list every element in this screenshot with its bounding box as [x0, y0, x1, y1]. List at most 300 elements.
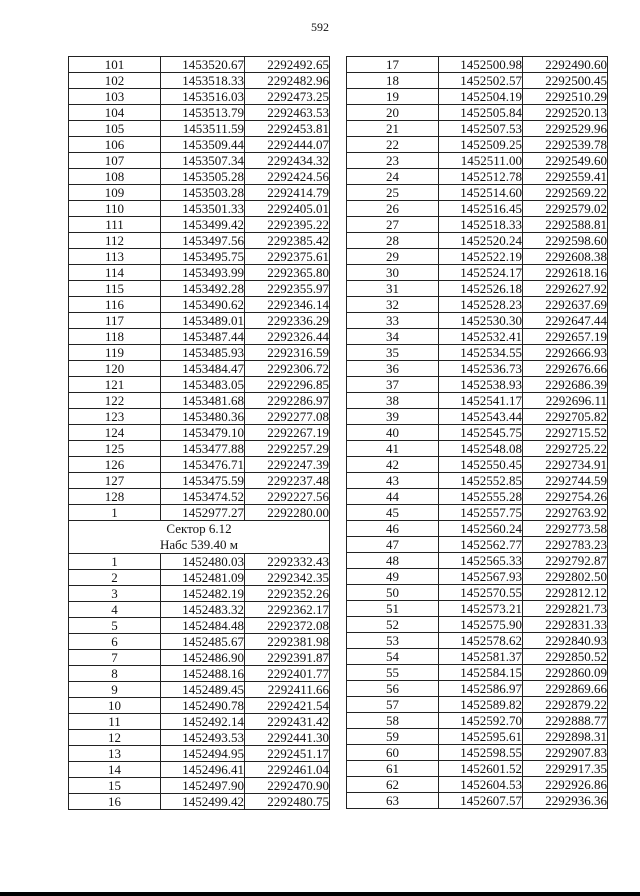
point-number-cell: 13: [69, 746, 161, 762]
table-row: [69, 345, 330, 361]
point-number-cell: 32: [347, 297, 439, 313]
x-coordinate-cell: 1453513.79: [161, 105, 245, 121]
y-coordinate-cell: 2292879.22: [523, 697, 608, 713]
table-row: [69, 425, 330, 441]
table-row: [69, 201, 330, 217]
x-coordinate-cell: 1452516.45: [439, 201, 523, 217]
x-coordinate-cell: 1453479.10: [161, 425, 245, 441]
y-coordinate-cell: 2292227.56: [245, 489, 330, 505]
point-number-cell: 53: [347, 633, 439, 649]
y-coordinate-cell: 2292608.38: [523, 249, 608, 265]
x-coordinate-cell: 1452586.97: [439, 681, 523, 697]
table-row: [347, 489, 608, 505]
point-number-cell: 42: [347, 457, 439, 473]
table-row: [69, 457, 330, 473]
point-number-cell: 16: [69, 794, 161, 810]
point-number-cell: 54: [347, 649, 439, 665]
table-row: [347, 585, 608, 601]
x-coordinate-cell: 1452604.53: [439, 777, 523, 793]
point-number-cell: 109: [69, 185, 161, 201]
point-number-cell: 43: [347, 473, 439, 489]
y-coordinate-cell: 2292529.96: [523, 121, 608, 137]
y-coordinate-cell: 2292850.52: [523, 649, 608, 665]
x-coordinate-cell: 1453503.28: [161, 185, 245, 201]
table-row: [347, 601, 608, 617]
table-row: [69, 570, 330, 586]
x-coordinate-cell: 1453484.47: [161, 361, 245, 377]
point-number-cell: 11: [69, 714, 161, 730]
y-coordinate-cell: 2292267.19: [245, 425, 330, 441]
x-coordinate-cell: 1452484.48: [161, 618, 245, 634]
table-row: [69, 634, 330, 650]
x-coordinate-cell: 1452541.17: [439, 393, 523, 409]
point-number-cell: 47: [347, 537, 439, 553]
table-row: [347, 185, 608, 201]
table-row: [347, 505, 608, 521]
table-row: [347, 121, 608, 137]
table-row: [69, 489, 330, 505]
y-coordinate-cell: 2292869.66: [523, 681, 608, 697]
x-coordinate-cell: 1452584.15: [439, 665, 523, 681]
point-number-cell: 30: [347, 265, 439, 281]
point-number-cell: 19: [347, 89, 439, 105]
y-coordinate-cell: 2292424.56: [245, 169, 330, 185]
point-number-cell: 124: [69, 425, 161, 441]
y-coordinate-cell: 2292431.42: [245, 714, 330, 730]
y-coordinate-cell: 2292657.19: [523, 329, 608, 345]
table-row: [347, 553, 608, 569]
point-number-cell: 44: [347, 489, 439, 505]
point-number-cell: 34: [347, 329, 439, 345]
y-coordinate-cell: 2292342.35: [245, 570, 330, 586]
x-coordinate-cell: 1452536.73: [439, 361, 523, 377]
x-coordinate-cell: 1452543.44: [439, 409, 523, 425]
y-coordinate-cell: 2292451.17: [245, 746, 330, 762]
x-coordinate-cell: 1452589.82: [439, 697, 523, 713]
point-number-cell: 6: [69, 634, 161, 650]
x-coordinate-cell: 1452490.78: [161, 698, 245, 714]
point-number-cell: 18: [347, 73, 439, 89]
table-row: [347, 713, 608, 729]
x-coordinate-cell: 1453497.56: [161, 233, 245, 249]
x-coordinate-cell: 1452532.41: [439, 329, 523, 345]
x-coordinate-cell: 1453511.59: [161, 121, 245, 137]
y-coordinate-cell: 2292280.00: [245, 505, 330, 521]
point-number-cell: 59: [347, 729, 439, 745]
y-coordinate-cell: 2292686.39: [523, 377, 608, 393]
point-number-cell: 37: [347, 377, 439, 393]
x-coordinate-cell: 1453476.71: [161, 457, 245, 473]
table-row: [69, 249, 330, 265]
table-row: [69, 762, 330, 778]
table-row: [347, 265, 608, 281]
point-number-cell: 22: [347, 137, 439, 153]
y-coordinate-cell: 2292482.96: [245, 73, 330, 89]
table-row: [69, 730, 330, 746]
point-number-cell: 58: [347, 713, 439, 729]
y-coordinate-cell: 2292277.08: [245, 409, 330, 425]
x-coordinate-cell: 1453490.62: [161, 297, 245, 313]
point-number-cell: 126: [69, 457, 161, 473]
x-coordinate-cell: 1452530.30: [439, 313, 523, 329]
point-number-cell: 128: [69, 489, 161, 505]
y-coordinate-cell: 2292860.09: [523, 665, 608, 681]
coordinates-table-left: [68, 56, 330, 810]
table-row: [69, 505, 330, 521]
table-row: [347, 201, 608, 217]
point-number-cell: 15: [69, 778, 161, 794]
point-number-cell: 115: [69, 281, 161, 297]
y-coordinate-cell: 2292676.66: [523, 361, 608, 377]
y-coordinate-cell: 2292917.35: [523, 761, 608, 777]
table-row: [69, 169, 330, 185]
table-row: [69, 554, 330, 570]
sector-title: Сектор 6.12: [166, 521, 232, 536]
y-coordinate-cell: 2292647.44: [523, 313, 608, 329]
x-coordinate-cell: 1452570.55: [439, 585, 523, 601]
x-coordinate-cell: 1452581.37: [439, 649, 523, 665]
y-coordinate-cell: 2292453.81: [245, 121, 330, 137]
y-coordinate-cell: 2292480.75: [245, 794, 330, 810]
y-coordinate-cell: 2292696.11: [523, 393, 608, 409]
table-row: [69, 586, 330, 602]
point-number-cell: 105: [69, 121, 161, 137]
x-coordinate-cell: 1453495.75: [161, 249, 245, 265]
y-coordinate-cell: 2292754.26: [523, 489, 608, 505]
x-coordinate-cell: 1453492.28: [161, 281, 245, 297]
table-row: [347, 233, 608, 249]
table-row: [69, 265, 330, 281]
y-coordinate-cell: 2292375.61: [245, 249, 330, 265]
point-number-cell: 46: [347, 521, 439, 537]
point-number-cell: 110: [69, 201, 161, 217]
point-number-cell: 1: [69, 505, 161, 521]
x-coordinate-cell: 1452511.00: [439, 153, 523, 169]
table-row: [347, 377, 608, 393]
y-coordinate-cell: 2292286.97: [245, 393, 330, 409]
x-coordinate-cell: 1452524.17: [439, 265, 523, 281]
table-row: [69, 377, 330, 393]
x-coordinate-cell: 1452545.75: [439, 425, 523, 441]
point-number-cell: 55: [347, 665, 439, 681]
x-coordinate-cell: 1452522.19: [439, 249, 523, 265]
y-coordinate-cell: 2292391.87: [245, 650, 330, 666]
x-coordinate-cell: 1453489.01: [161, 313, 245, 329]
x-coordinate-cell: 1453475.59: [161, 473, 245, 489]
point-number-cell: 123: [69, 409, 161, 425]
table-row: [347, 633, 608, 649]
x-coordinate-cell: 1453516.03: [161, 89, 245, 105]
point-number-cell: 116: [69, 297, 161, 313]
table-row: [69, 698, 330, 714]
y-coordinate-cell: 2292907.83: [523, 745, 608, 761]
y-coordinate-cell: 2292812.12: [523, 585, 608, 601]
x-coordinate-cell: 1453485.93: [161, 345, 245, 361]
x-coordinate-cell: 1452592.70: [439, 713, 523, 729]
y-coordinate-cell: 2292365.80: [245, 265, 330, 281]
table-row: [69, 233, 330, 249]
point-number-cell: 120: [69, 361, 161, 377]
x-coordinate-cell: 1453493.99: [161, 265, 245, 281]
table-row: [347, 793, 608, 809]
point-number-cell: 36: [347, 361, 439, 377]
point-number-cell: 7: [69, 650, 161, 666]
x-coordinate-cell: 1452550.45: [439, 457, 523, 473]
table-row: [347, 569, 608, 585]
table-row: [347, 169, 608, 185]
y-coordinate-cell: 2292840.93: [523, 633, 608, 649]
point-number-cell: 60: [347, 745, 439, 761]
y-coordinate-cell: 2292618.16: [523, 265, 608, 281]
x-coordinate-cell: 1453487.44: [161, 329, 245, 345]
table-row: [347, 137, 608, 153]
table-row: [347, 537, 608, 553]
y-coordinate-cell: 2292802.50: [523, 569, 608, 585]
point-number-cell: 62: [347, 777, 439, 793]
point-number-cell: 101: [69, 57, 161, 73]
point-number-cell: 102: [69, 73, 161, 89]
y-coordinate-cell: 2292559.41: [523, 169, 608, 185]
x-coordinate-cell: 1453480.36: [161, 409, 245, 425]
y-coordinate-cell: 2292395.22: [245, 217, 330, 233]
point-number-cell: 119: [69, 345, 161, 361]
x-coordinate-cell: 1453477.88: [161, 441, 245, 457]
point-number-cell: 57: [347, 697, 439, 713]
y-coordinate-cell: 2292569.22: [523, 185, 608, 201]
point-number-cell: 35: [347, 345, 439, 361]
table-row: [347, 409, 608, 425]
table-row: [69, 313, 330, 329]
x-coordinate-cell: 1452528.23: [439, 297, 523, 313]
x-coordinate-cell: 1452548.08: [439, 441, 523, 457]
sector-subtitle: Набс 539.40 м: [159, 537, 239, 552]
x-coordinate-cell: 1452481.09: [161, 570, 245, 586]
point-number-cell: 104: [69, 105, 161, 121]
y-coordinate-cell: 2292444.07: [245, 137, 330, 153]
y-coordinate-cell: 2292898.31: [523, 729, 608, 745]
point-number-cell: 107: [69, 153, 161, 169]
y-coordinate-cell: 2292715.52: [523, 425, 608, 441]
x-coordinate-cell: 1452598.55: [439, 745, 523, 761]
point-number-cell: 20: [347, 105, 439, 121]
table-row: [69, 409, 330, 425]
point-number-cell: 10: [69, 698, 161, 714]
y-coordinate-cell: 2292411.66: [245, 682, 330, 698]
point-number-cell: 9: [69, 682, 161, 698]
table-row: [347, 217, 608, 233]
y-coordinate-cell: 2292783.23: [523, 537, 608, 553]
table-row: [69, 153, 330, 169]
y-coordinate-cell: 2292355.97: [245, 281, 330, 297]
x-coordinate-cell: 1452502.57: [439, 73, 523, 89]
x-coordinate-cell: 1452496.41: [161, 762, 245, 778]
x-coordinate-cell: 1452977.27: [161, 505, 245, 521]
y-coordinate-cell: 2292588.81: [523, 217, 608, 233]
table-row: [347, 649, 608, 665]
y-coordinate-cell: 2292763.92: [523, 505, 608, 521]
x-coordinate-cell: 1452565.33: [439, 553, 523, 569]
y-coordinate-cell: 2292237.48: [245, 473, 330, 489]
point-number-cell: 21: [347, 121, 439, 137]
table-row: [69, 121, 330, 137]
y-coordinate-cell: 2292637.69: [523, 297, 608, 313]
y-coordinate-cell: 2292247.39: [245, 457, 330, 473]
y-coordinate-cell: 2292421.54: [245, 698, 330, 714]
x-coordinate-cell: 1452575.90: [439, 617, 523, 633]
y-coordinate-cell: 2292401.77: [245, 666, 330, 682]
table-row: [69, 794, 330, 810]
x-coordinate-cell: 1452557.75: [439, 505, 523, 521]
table-row: [347, 105, 608, 121]
x-coordinate-cell: 1452607.57: [439, 793, 523, 809]
y-coordinate-cell: 2292579.02: [523, 201, 608, 217]
y-coordinate-cell: 2292500.45: [523, 73, 608, 89]
y-coordinate-cell: 2292463.53: [245, 105, 330, 121]
y-coordinate-cell: 2292520.13: [523, 105, 608, 121]
point-number-cell: 48: [347, 553, 439, 569]
x-coordinate-cell: 1452573.21: [439, 601, 523, 617]
table-row: [347, 425, 608, 441]
table-row: [69, 57, 330, 73]
x-coordinate-cell: 1452486.90: [161, 650, 245, 666]
x-coordinate-cell: 1452489.45: [161, 682, 245, 698]
table-row: [347, 393, 608, 409]
table-row: [69, 618, 330, 634]
table-row: [347, 729, 608, 745]
x-coordinate-cell: 1452509.25: [439, 137, 523, 153]
x-coordinate-cell: 1452518.33: [439, 217, 523, 233]
table-row: [347, 745, 608, 761]
x-coordinate-cell: 1452480.03: [161, 554, 245, 570]
table-row: [69, 650, 330, 666]
point-number-cell: 122: [69, 393, 161, 409]
y-coordinate-cell: 2292773.58: [523, 521, 608, 537]
y-coordinate-cell: 2292346.14: [245, 297, 330, 313]
table-row: [347, 473, 608, 489]
table-row: [69, 137, 330, 153]
x-coordinate-cell: 1452505.84: [439, 105, 523, 121]
y-coordinate-cell: 2292725.22: [523, 441, 608, 457]
table-row: [347, 73, 608, 89]
point-number-cell: 51: [347, 601, 439, 617]
table-row: [69, 778, 330, 794]
x-coordinate-cell: 1452567.93: [439, 569, 523, 585]
y-coordinate-cell: 2292666.93: [523, 345, 608, 361]
table-row: [347, 777, 608, 793]
table-row: [347, 761, 608, 777]
table-row: [69, 393, 330, 409]
x-coordinate-cell: 1453474.52: [161, 489, 245, 505]
y-coordinate-cell: 2292598.60: [523, 233, 608, 249]
x-coordinate-cell: 1453501.33: [161, 201, 245, 217]
sector-header: [69, 521, 330, 554]
sector-header-row: [69, 521, 330, 554]
y-coordinate-cell: 2292744.59: [523, 473, 608, 489]
point-number-cell: 112: [69, 233, 161, 249]
y-coordinate-cell: 2292316.59: [245, 345, 330, 361]
x-coordinate-cell: 1452552.85: [439, 473, 523, 489]
y-coordinate-cell: 2292792.87: [523, 553, 608, 569]
point-number-cell: 61: [347, 761, 439, 777]
table-row: [347, 665, 608, 681]
x-coordinate-cell: 1453507.34: [161, 153, 245, 169]
y-coordinate-cell: 2292492.65: [245, 57, 330, 73]
x-coordinate-cell: 1452507.53: [439, 121, 523, 137]
table-row: [347, 681, 608, 697]
table-row: [347, 329, 608, 345]
point-number-cell: 45: [347, 505, 439, 521]
coordinates-table-right: [346, 56, 608, 809]
y-coordinate-cell: 2292936.36: [523, 793, 608, 809]
x-coordinate-cell: 1452492.14: [161, 714, 245, 730]
table-row: [69, 441, 330, 457]
y-coordinate-cell: 2292414.79: [245, 185, 330, 201]
point-number-cell: 29: [347, 249, 439, 265]
y-coordinate-cell: 2292362.17: [245, 602, 330, 618]
y-coordinate-cell: 2292539.78: [523, 137, 608, 153]
y-coordinate-cell: 2292441.30: [245, 730, 330, 746]
point-number-cell: 121: [69, 377, 161, 393]
x-coordinate-cell: 1452526.18: [439, 281, 523, 297]
y-coordinate-cell: 2292352.26: [245, 586, 330, 602]
x-coordinate-cell: 1453518.33: [161, 73, 245, 89]
point-number-cell: 127: [69, 473, 161, 489]
point-number-cell: 23: [347, 153, 439, 169]
table-row: [69, 297, 330, 313]
y-coordinate-cell: 2292461.04: [245, 762, 330, 778]
x-coordinate-cell: 1452595.61: [439, 729, 523, 745]
y-coordinate-cell: 2292627.92: [523, 281, 608, 297]
point-number-cell: 17: [347, 57, 439, 73]
x-coordinate-cell: 1453499.42: [161, 217, 245, 233]
x-coordinate-cell: 1452578.62: [439, 633, 523, 649]
table-row: [69, 361, 330, 377]
table-row: [347, 153, 608, 169]
x-coordinate-cell: 1453483.05: [161, 377, 245, 393]
table-row: [69, 473, 330, 489]
x-coordinate-cell: 1452560.24: [439, 521, 523, 537]
y-coordinate-cell: 2292734.91: [523, 457, 608, 473]
y-coordinate-cell: 2292926.86: [523, 777, 608, 793]
table-row: [347, 89, 608, 105]
point-number-cell: 25: [347, 185, 439, 201]
x-coordinate-cell: 1452500.98: [439, 57, 523, 73]
x-coordinate-cell: 1452482.19: [161, 586, 245, 602]
y-coordinate-cell: 2292306.72: [245, 361, 330, 377]
y-coordinate-cell: 2292326.44: [245, 329, 330, 345]
table-row: [69, 602, 330, 618]
x-coordinate-cell: 1452514.60: [439, 185, 523, 201]
point-number-cell: 24: [347, 169, 439, 185]
x-coordinate-cell: 1452562.77: [439, 537, 523, 553]
x-coordinate-cell: 1452555.28: [439, 489, 523, 505]
scan-edge: [0, 892, 640, 896]
point-number-cell: 27: [347, 217, 439, 233]
y-coordinate-cell: 2292821.73: [523, 601, 608, 617]
point-number-cell: 113: [69, 249, 161, 265]
x-coordinate-cell: 1452601.52: [439, 761, 523, 777]
table-row: [347, 345, 608, 361]
table-row: [69, 185, 330, 201]
table-row: [69, 329, 330, 345]
table-row: [69, 746, 330, 762]
point-number-cell: 4: [69, 602, 161, 618]
table-row: [69, 217, 330, 233]
point-number-cell: 114: [69, 265, 161, 281]
point-number-cell: 117: [69, 313, 161, 329]
point-number-cell: 12: [69, 730, 161, 746]
y-coordinate-cell: 2292372.08: [245, 618, 330, 634]
